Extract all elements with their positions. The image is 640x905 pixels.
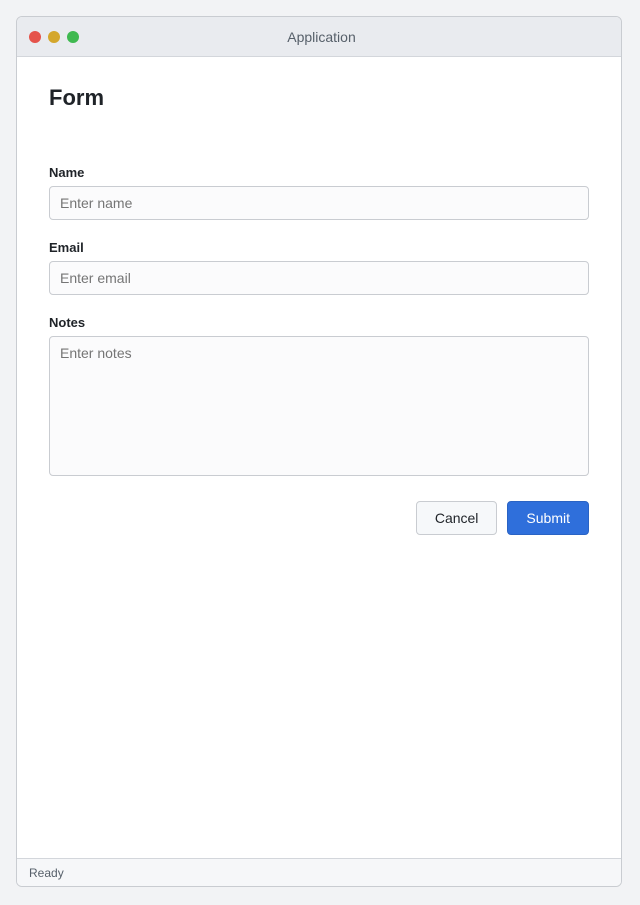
window-minimize-button[interactable] bbox=[48, 31, 60, 43]
cancel-button[interactable]: Cancel bbox=[416, 501, 498, 535]
page-subtitle bbox=[49, 119, 589, 137]
email-field-group bbox=[49, 240, 589, 295]
notes-field-group bbox=[49, 315, 589, 481]
app-window bbox=[16, 16, 622, 887]
title-bar bbox=[17, 17, 621, 57]
window-title: Application bbox=[287, 28, 356, 45]
status-bar bbox=[17, 858, 621, 886]
email-field[interactable] bbox=[49, 261, 589, 295]
email-field-label: Email bbox=[49, 240, 84, 255]
notes-field[interactable] bbox=[49, 336, 589, 476]
status-text: Ready bbox=[29, 865, 64, 880]
name-field[interactable] bbox=[49, 186, 589, 220]
notes-field-label: Notes bbox=[49, 315, 86, 330]
window-maximize-button[interactable] bbox=[67, 31, 79, 43]
page-title: Form bbox=[49, 85, 104, 110]
name-field-label: Name bbox=[49, 165, 85, 180]
form-actions bbox=[49, 501, 589, 535]
main-content bbox=[17, 57, 621, 563]
submit-button[interactable]: Submit bbox=[507, 501, 589, 535]
window-close-button[interactable] bbox=[29, 31, 41, 43]
name-field-group bbox=[49, 165, 589, 220]
